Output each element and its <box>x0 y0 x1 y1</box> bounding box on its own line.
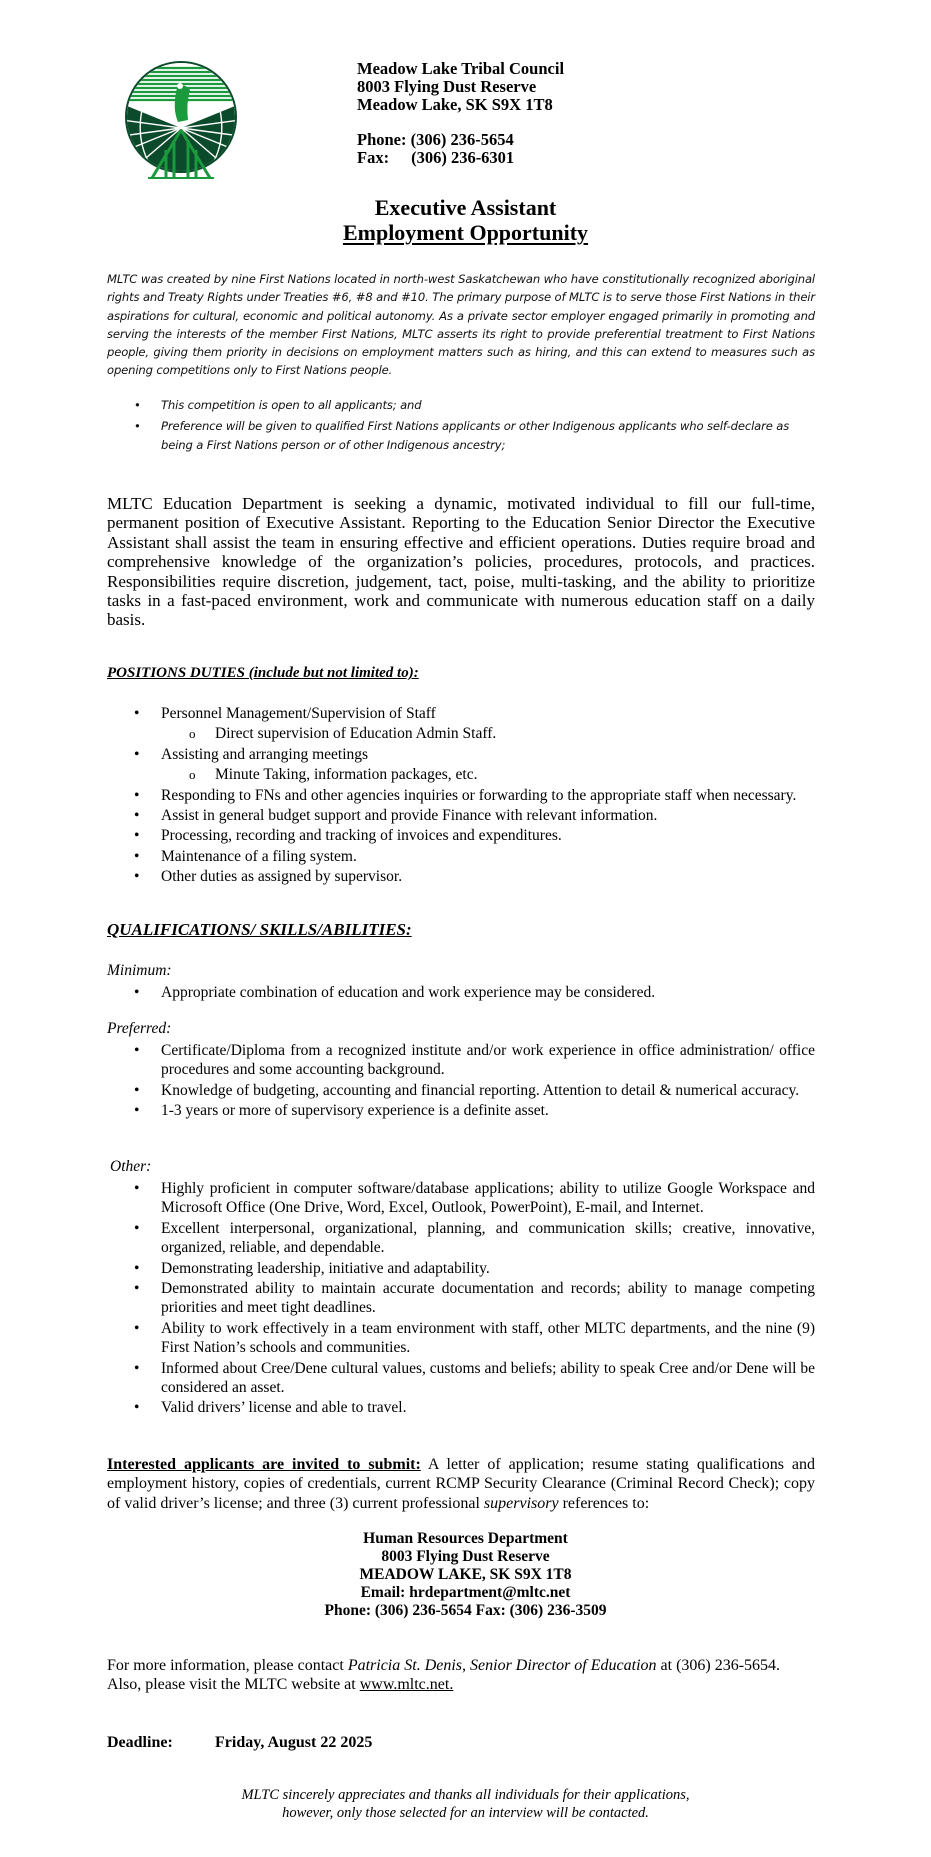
mltc-logo-icon <box>122 60 240 180</box>
fax-label: Fax: <box>357 148 390 167</box>
list-item: • Knowledge of budgeting, accounting and financial reporting. Attention to detail & numerical accuracy. <box>107 1081 815 1100</box>
submission-lead: Interested applicants are invited to submit: <box>107 1456 421 1473</box>
list-item: • Responding to FNs and other agencies inquiries or forwarding to the appropriate staff when necessary. <box>107 786 815 805</box>
hr-department: Human Resources Department <box>363 1530 568 1547</box>
preferred-list <box>107 1041 815 1122</box>
list-item: • Excellent interpersonal, organizational, planning, and communication skills; creative, innovative, organized, reliable, and dependable. <box>107 1219 815 1258</box>
duties-list <box>107 704 815 888</box>
preferred-label: Preferred: <box>107 1020 172 1037</box>
submission-emphasis: supervisory <box>483 1494 559 1512</box>
list-item: • Assist in general budget support and provide Finance with relevant information. <box>107 806 815 825</box>
qualifications-heading: QUALIFICATIONS/ SKILLS/ABILITIES: <box>107 920 412 939</box>
hr-address-line-2: MEADOW LAKE, SK S9X 1T8 <box>359 1566 572 1583</box>
minimum-list <box>107 983 815 1003</box>
page-subtitle: Employment Opportunity <box>342 220 589 245</box>
deadline-label: Deadline: <box>107 1734 173 1751</box>
submission-text-end: references to: <box>558 1494 650 1512</box>
website-link[interactable]: www.mltc.net. <box>359 1676 454 1694</box>
closing-line-1: MLTC sincerely appreciates and thanks all individuals for their applications, <box>241 1787 690 1803</box>
list-item: • 1-3 years or more of supervisory experience is a definite asset. <box>107 1101 815 1120</box>
hr-address-line-1: 8003 Flying Dust Reserve <box>381 1548 550 1565</box>
list-item: • Valid drivers’ license and able to travel. <box>107 1398 815 1417</box>
deadline-value: Friday, August 22 2025 <box>215 1734 373 1751</box>
hr-phone-fax: Phone: (306) 236-5654 Fax: (306) 236-3509 <box>324 1602 607 1619</box>
closing-note <box>0 1786 931 1822</box>
sub-list-item: o Direct supervision of Education Admin Staff. <box>107 724 815 743</box>
phone: Phone: (306) 236-5654 <box>357 130 514 149</box>
other-label: Other: <box>110 1158 152 1175</box>
more-info-prefix: For more information, please contact <box>107 1657 348 1674</box>
list-item: • Processing, recording and tracking of invoices and expenditures. <box>107 826 815 845</box>
list-item: • Maintenance of a filing system. <box>107 847 815 866</box>
more-info <box>107 1656 815 1695</box>
list-item: • Highly proficient in computer software/database applications; ability to utilize Google Workspace and Microsoft Office (One Drive, Word, Excel, Outlook, PowerPoint), E-mail, and Internet. <box>107 1179 815 1218</box>
hr-email: Email: hrdepartment@mltc.net <box>360 1584 571 1601</box>
org-name: Meadow Lake Tribal Council <box>357 59 565 78</box>
list-item: • Preference will be given to qualified First Nations applicants or other Indigenous applicants who self-declare as being a First Nations person or of other Indigenous ancestry; <box>107 417 815 454</box>
address-line-1: 8003 Flying Dust Reserve <box>357 77 537 96</box>
other-list <box>107 1179 815 1419</box>
intro-bullet-list <box>107 396 815 457</box>
submission-instructions <box>107 1455 815 1513</box>
address-line-2: Meadow Lake, SK S9X 1T8 <box>357 95 553 114</box>
list-item: • Certificate/Diploma from a recognized institute and/or work experience in office administration/ office procedures and some accounting background. <box>107 1041 815 1080</box>
list-item: • Appropriate combination of education and work experience may be considered. <box>107 983 815 1002</box>
fax <box>357 149 564 167</box>
more-info-suffix: at (306) 236-5654. <box>656 1657 781 1674</box>
list-item: • This competition is open to all applicants; and <box>107 396 815 414</box>
list-item: • Other duties as assigned by supervisor. <box>107 867 815 886</box>
list-item: • Demonstrated ability to maintain accurate documentation and records; ability to manage competing priorities and meet tight deadlines. <box>107 1279 815 1318</box>
minimum-label: Minimum: <box>107 962 172 979</box>
intro-paragraph: MLTC was created by nine First Nations located in north-west Saskatchewan who have constitutionally recognized aboriginal rights and Treaty Rights under Treaties #6, #8 and #10. The primary purpose of MLTC is to serve those First Nations in their aspirations for cultural, economic and political autonomy. As a private sector employer engaged primarily in promoting and serving the interests of the member First Nations, MLTC asserts its right to provide preferential treatment to First Nations people, giving them priority in decisions on employment matters such as hiring, and this can extend to measures such as opening competitions only to First Nations people. <box>107 272 815 378</box>
letterhead-address <box>357 60 564 167</box>
closing-line-2: however, only those selected for an interview will be contacted. <box>282 1805 649 1821</box>
list-item: • Informed about Cree/Dene cultural values, customs and beliefs; ability to speak Cree and/or Dene will be considered an asset. <box>107 1359 815 1398</box>
submission-text: A letter of application; resume stating qualifications and employment history, copies of credentials, current RCMP Security Clearance (Criminal Record Check); copy of valid driver’s license; and three (3) current professional <box>107 1456 815 1512</box>
list-item: • Ability to work effectively in a team environment with staff, other MLTC departments, and the nine (9) First Nation’s schools and communities. <box>107 1319 815 1358</box>
hr-contact-block <box>0 1530 931 1620</box>
website-prefix: Also, please visit the MLTC website at <box>107 1676 360 1694</box>
job-description: MLTC Education Department is seeking a dynamic, motivated individual to fill our full-time, permanent position of Executive Assistant. Reporting to the Education Senior Director the Executive Assistant shall assist the team in ensuring effective and efficient operations. Duties require broad and comprehensive knowledge of the organization’s policies, procedures, protocols, and practices. Responsibilities require discretion, judgement, tact, poise, multi-tasking, and the ability to prioritize tasks in a fast-paced environment, work and communicate with numerous education staff on a daily basis. <box>107 494 815 630</box>
contact-person: Patricia St. Denis, Senior Director of Education <box>347 1657 657 1674</box>
list-item: • Personnel Management/Supervision of Staff <box>107 704 815 723</box>
list-item: • Assisting and arranging meetings <box>107 745 815 764</box>
fax-value: (306) 236-6301 <box>411 148 515 167</box>
list-item: • Demonstrating leadership, initiative and adaptability. <box>107 1259 815 1278</box>
duties-heading: POSITIONS DUTIES (include but not limited to): <box>107 665 419 681</box>
sub-list-item: o Minute Taking, information packages, etc. <box>107 765 815 784</box>
deadline <box>107 1734 373 1752</box>
job-title: Executive Assistant <box>374 195 557 220</box>
